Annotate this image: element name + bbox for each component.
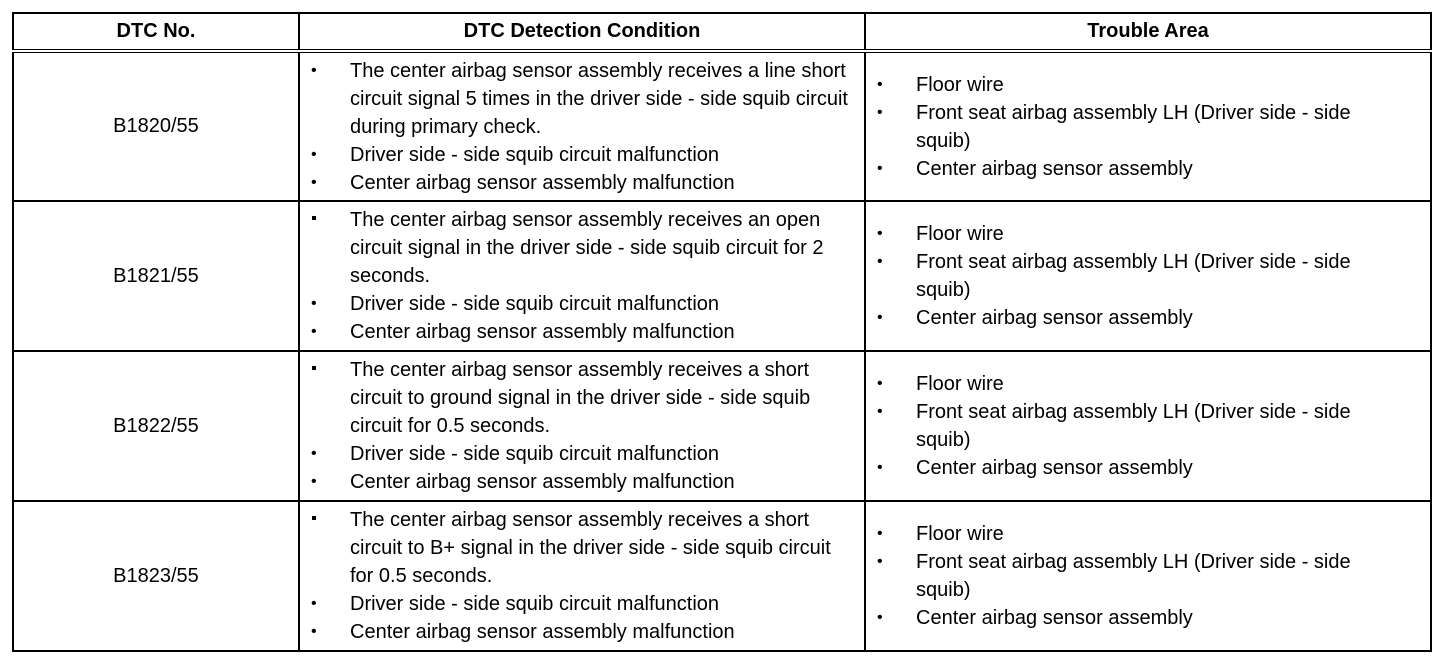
condition-item <box>300 318 864 346</box>
area-item <box>866 220 1430 248</box>
area-text: Floor wire <box>916 373 1004 395</box>
condition-text: Center airbag sensor assembly malfunction <box>350 321 735 343</box>
dtc-code: B1823/55 <box>13 501 299 651</box>
condition-text: The center airbag sensor assembly receives a short circuit to B+ signal in the driver side - side squib circuit for 0.5 seconds. <box>350 509 831 587</box>
table-row <box>13 501 1431 651</box>
area-text: Center airbag sensor assembly <box>916 157 1193 180</box>
bullet-dot-icon: • <box>311 295 317 312</box>
trouble-area-cell <box>865 51 1431 201</box>
detection-condition-cell <box>299 501 865 651</box>
table-row <box>13 351 1431 501</box>
area-item <box>866 520 1430 548</box>
dtc-table <box>12 12 1432 652</box>
bullet-dot-icon: • <box>877 103 883 121</box>
condition-item <box>300 356 864 440</box>
area-text: Center airbag sensor assembly <box>916 607 1193 629</box>
area-item <box>866 604 1430 632</box>
header-row <box>13 13 1431 51</box>
bullet-dot-icon: • <box>311 145 317 163</box>
bullet-dot-icon: • <box>877 459 883 476</box>
condition-item <box>300 169 864 197</box>
condition-list <box>300 206 864 346</box>
detection-condition-cell <box>299 51 865 201</box>
bullet-dot-icon: • <box>311 623 317 640</box>
condition-item <box>300 590 864 618</box>
bullet-dot-icon: • <box>877 375 883 392</box>
condition-item <box>300 440 864 468</box>
area-item <box>866 398 1430 454</box>
area-item <box>866 71 1430 99</box>
trouble-area-cell <box>865 501 1431 651</box>
bullet-dot-icon: • <box>311 173 317 191</box>
dtc-code: B1822/55 <box>13 351 299 501</box>
area-text: Front seat airbag assembly LH (Driver side - side squib) <box>916 551 1351 601</box>
table-header <box>13 13 1431 51</box>
bullet-dot-icon: • <box>877 253 883 270</box>
area-list <box>866 520 1430 632</box>
condition-item <box>300 141 864 169</box>
area-item <box>866 454 1430 482</box>
condition-text: Driver side - side squib circuit malfunction <box>350 443 720 465</box>
condition-text: Driver side - side squib circuit malfunction <box>350 293 720 315</box>
condition-text: The center airbag sensor assembly receives a short circuit to ground signal in the driver side - side squib circuit for 0.5 seconds. <box>350 359 811 437</box>
condition-list <box>300 506 864 646</box>
condition-text: The center airbag sensor assembly receives an open circuit signal in the driver side - side squib circuit for 2 seconds. <box>350 209 824 287</box>
bullet-dot-icon: • <box>311 473 317 490</box>
area-item <box>866 304 1430 332</box>
detection-condition-cell <box>299 201 865 351</box>
condition-item <box>300 618 864 646</box>
condition-text: Center airbag sensor assembly malfunction <box>350 471 735 493</box>
condition-text: Center airbag sensor assembly malfunction <box>350 171 735 194</box>
area-text: Front seat airbag assembly LH (Driver side - side squib) <box>916 101 1351 152</box>
area-item <box>866 548 1430 604</box>
bullet-dot-icon: • <box>877 159 883 177</box>
bullet-dot-icon: • <box>877 75 883 93</box>
area-item <box>866 99 1430 155</box>
area-text: Front seat airbag assembly LH (Driver side - side squib) <box>916 251 1351 301</box>
bullet-dot-icon: • <box>311 323 317 340</box>
condition-text: Driver side - side squib circuit malfunction <box>350 143 720 166</box>
condition-item <box>300 506 864 590</box>
bullet-dot-icon: • <box>311 595 317 612</box>
condition-text: The center airbag sensor assembly receives a line short circuit signal 5 times in the driver side - side squib circuit during primary check. <box>350 59 848 138</box>
bullet-dot-icon: • <box>877 225 883 242</box>
bullet-dot-icon: • <box>877 403 883 420</box>
condition-text: Driver side - side squib circuit malfunction <box>350 593 720 615</box>
condition-list <box>300 356 864 496</box>
trouble-area-cell <box>865 201 1431 351</box>
condition-item <box>300 468 864 496</box>
area-text: Center airbag sensor assembly <box>916 307 1193 329</box>
dtc-code: B1821/55 <box>13 201 299 351</box>
bullet-dot-icon: • <box>877 609 883 626</box>
bullet-dot-icon: • <box>311 61 317 79</box>
condition-text: Center airbag sensor assembly malfunction <box>350 621 735 643</box>
condition-list <box>300 57 864 197</box>
area-list <box>866 71 1430 183</box>
bullet-square-icon <box>312 516 316 520</box>
bullet-square-icon <box>312 366 316 370</box>
area-item <box>866 370 1430 398</box>
bullet-square-icon <box>312 216 316 220</box>
condition-item <box>300 290 864 318</box>
area-item <box>866 155 1430 183</box>
area-text: Center airbag sensor assembly <box>916 457 1193 479</box>
area-list <box>866 370 1430 482</box>
area-text: Floor wire <box>916 73 1004 96</box>
area-item <box>866 248 1430 304</box>
table-row <box>13 201 1431 351</box>
trouble-area-cell <box>865 351 1431 501</box>
area-text: Front seat airbag assembly LH (Driver side - side squib) <box>916 401 1351 451</box>
bullet-dot-icon: • <box>877 553 883 570</box>
bullet-dot-icon: • <box>877 309 883 326</box>
table-body <box>13 51 1431 651</box>
condition-item <box>300 206 864 290</box>
dtc-code: B1820/55 <box>13 51 299 201</box>
detection-condition-cell <box>299 351 865 501</box>
header-dtc-no: DTC No. <box>13 13 299 51</box>
header-detection-condition: DTC Detection Condition <box>299 13 865 51</box>
area-text: Floor wire <box>916 523 1004 545</box>
header-trouble-area: Trouble Area <box>865 13 1431 51</box>
bullet-dot-icon: • <box>877 525 883 542</box>
area-text: Floor wire <box>916 223 1004 245</box>
area-list <box>866 220 1430 332</box>
table-row <box>13 51 1431 201</box>
bullet-dot-icon: • <box>311 445 317 462</box>
condition-item <box>300 57 864 141</box>
